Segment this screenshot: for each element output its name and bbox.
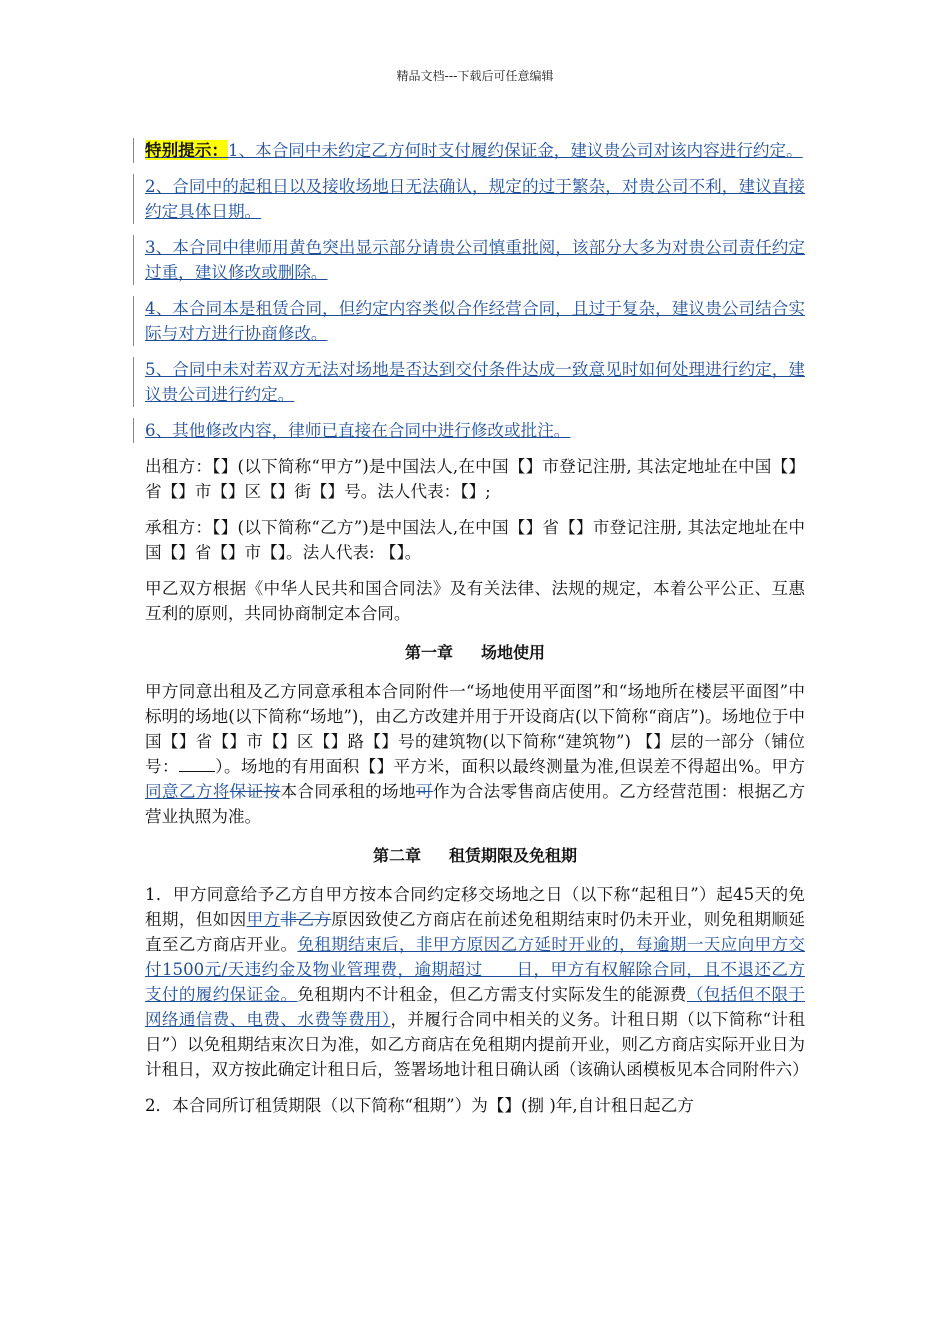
note-6: 6、其他修改内容，律师已直接在合同中进行修改或批注。 xyxy=(133,418,805,443)
document-body xyxy=(145,138,809,1129)
chapter-1-text xyxy=(145,679,805,829)
note-1 xyxy=(133,138,805,163)
chapter-2-clause-1 xyxy=(145,882,809,1082)
revision-insert: 同意乙方将 xyxy=(145,782,230,801)
revision-deletion: 保证按 xyxy=(229,782,281,801)
chapter-2-heading xyxy=(145,843,805,868)
lessee-clause: 承租方：【】(以下简称“乙方”)是中国法人,在中国【】省【】市登记注册, 其法定地址在中国【】省【】市【】。法人代表: 【】。 xyxy=(145,518,805,562)
revision-deletion-2: 可 xyxy=(415,782,433,801)
chapter-2-clause-2: 2．本合同所订租赁期限（以下简称“租期”）为【】(捌 )年,自计租日起乙方 xyxy=(145,1096,694,1115)
note-3: 3、本合同中律师用黄色突出显示部分请贵公司慎重批阅，该部分大多为对贵公司责任约定过重，建议修改或删除。 xyxy=(133,235,805,285)
clause-1-part-c: 免租期内不计租金，但乙方需支付实际发生的能源费 xyxy=(297,985,687,1004)
note-4: 4、本合同本是租赁合同，但约定内容类似合作经营合同，且过于复杂，建议贵公司结合实际与对方进行协商修改。 xyxy=(133,296,805,346)
blank-line xyxy=(179,757,215,772)
revision-deletion: 非乙方 xyxy=(280,910,332,929)
page-header: 精品文档---下载后可任意编辑 xyxy=(396,69,554,83)
chapter-1-part-c: 本合同承租的场地 xyxy=(280,782,416,801)
revision-insert: 甲方 xyxy=(246,910,281,929)
revision-insert-fees: （包括但不限于网络通信费、电费、水费等费用） xyxy=(145,985,806,1029)
chapter-1-part-b: ）。场地的有用面积【】平方米，面积以最终测量为准,但误差不得超出%。甲方 xyxy=(214,757,805,776)
chapter-1-part-a: 甲方同意出租及乙方同意承租本合同附件一“场地使用平面图”和“场地所在楼层平面图”中标明的场地(以下简称“场地”)，由乙方改建并用于开设商店(以下简称“商店”)。场地位于中国【】省【】市【】区【】路【】号的建筑物(以下简称“建筑物”) 【】层的一部分（铺位号： xyxy=(145,682,805,776)
chapter-1-number: 第一章 xyxy=(404,643,453,662)
chapter-1-title: 场地使用 xyxy=(481,643,546,662)
note-5: 5、合同中未对若双方无法对场地是否达到交付条件达成一致意见时如何处理进行约定，建议贵公司进行约定。 xyxy=(133,357,805,407)
note-2: 2、合同中的起租日以及接收场地日无法确认，规定的过于繁杂，对贵公司不利，建议直接约定具体日期。 xyxy=(133,174,805,224)
clause-1-part-a: 1．甲方同意给予乙方自甲方按本合同约定移交场地之日（以下称“起租日”）起45天的免租期，但如因 xyxy=(145,885,805,929)
chapter-1-part-d: 作为合法零售商店使用。乙方经营范围：根据乙方营业执照为准。 xyxy=(145,782,806,826)
note-1-text: 1、本合同中未约定乙方何时支付履约保证金，建议贵公司对该内容进行约定。 xyxy=(227,141,803,160)
chapter-2-title: 租赁期限及免租期 xyxy=(449,846,578,865)
chapter-2-number: 第二章 xyxy=(372,846,421,865)
chapter-1-heading xyxy=(145,640,805,665)
revision-insert-penalty: 免租期结束后，非甲方原因乙方延时开业的，每逾期一天应向甲方交付1500元/天违约金及物业管理费，逾期超过 日，甲方有权解除合同，且不退还乙方支付的履约保证金。 xyxy=(145,935,806,1004)
note-label: 特别提示： xyxy=(145,140,228,160)
clause-1-part-b: 原因致使乙方商店在前述免租期结束时仍未开业，则免租期顺延直至乙方商店开业。 xyxy=(145,910,806,954)
preamble: 甲乙双方根据《中华人民共和国合同法》及有关法律、法规的规定，本着公平公正、互惠互利的原则，共同协商制定本合同。 xyxy=(145,579,805,623)
clause-1-part-d: ，并履行合同中相关的义务。计租日期（以下简称“计租日”）以免租期结束次日为准，如乙方商店在免租期内提前开业，则乙方商店实际开业日为计租日，双方按此确定计租日后，签署场地计租日确认函（该确认函模板见本合同附件六） xyxy=(145,1010,809,1079)
lessor-clause: 出租方：【】(以下简称“甲方”)是中国法人,在中国【】市登记注册, 其法定地址在中国【】省【】市【】区【】街【】号。法人代表：【】; xyxy=(145,457,805,501)
